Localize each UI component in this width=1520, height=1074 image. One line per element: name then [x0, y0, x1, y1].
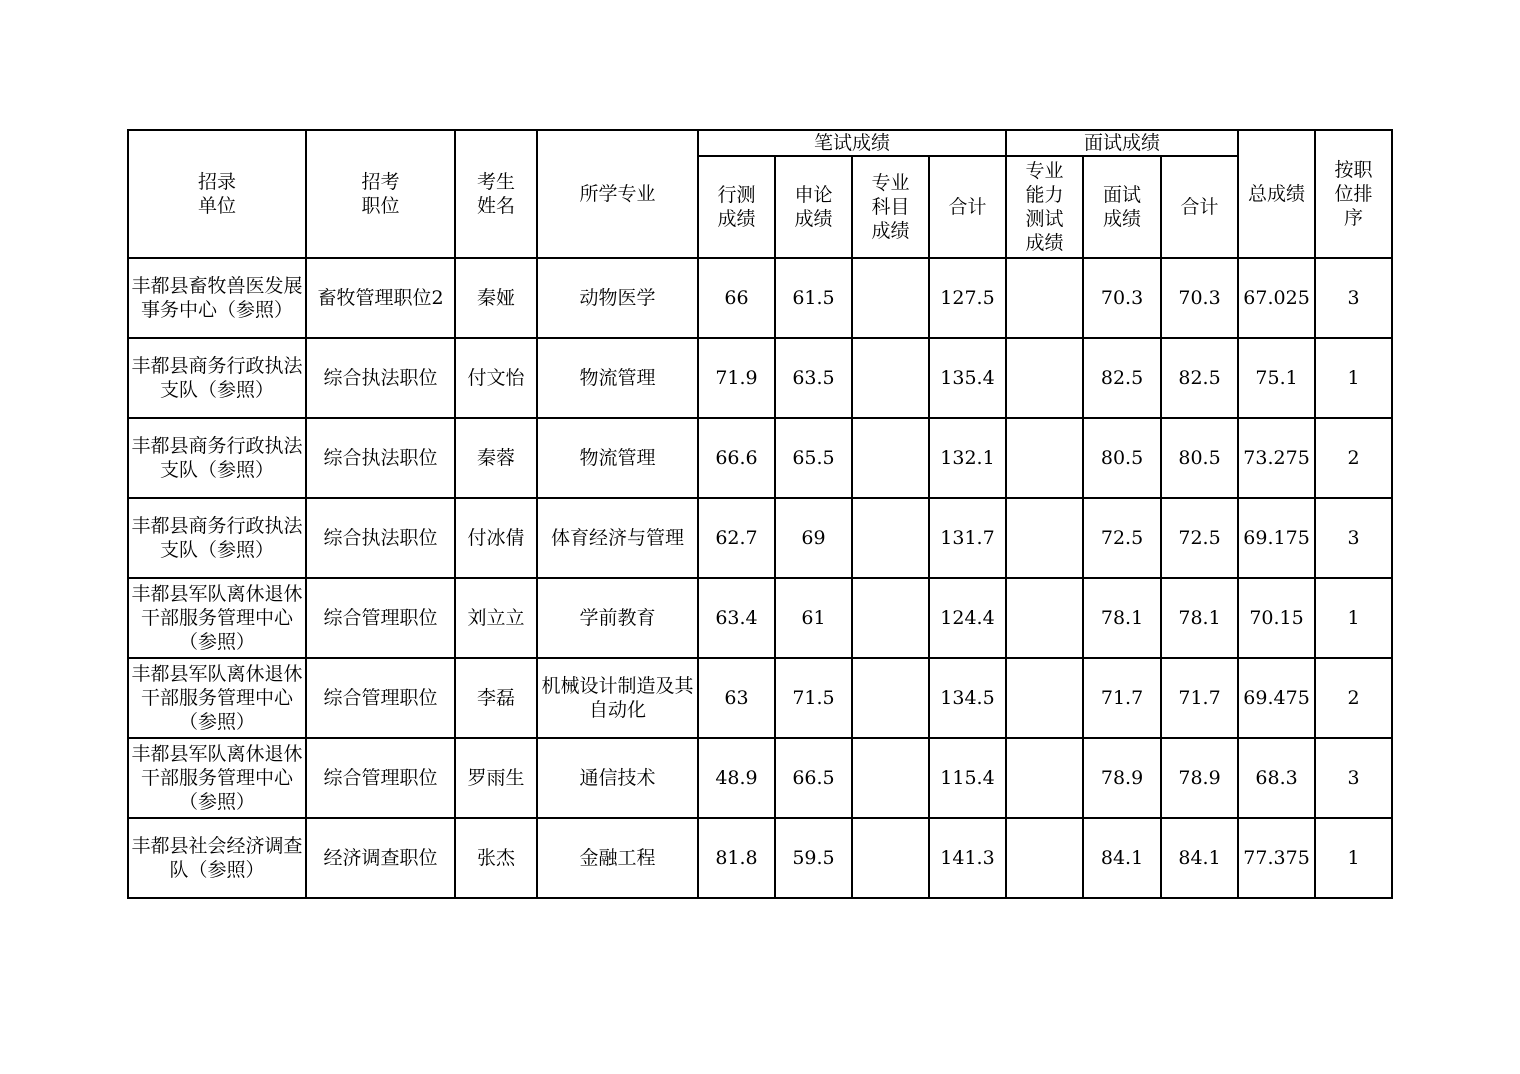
cell-xingce: 62.7 [698, 498, 775, 578]
cell-position: 综合管理职位 [306, 658, 455, 738]
header-interview-total: 合计 [1161, 156, 1238, 258]
cell-written-total: 135.4 [929, 338, 1006, 418]
cell-unit: 丰都县商务行政执法支队（参照） [128, 498, 306, 578]
cell-name: 张杰 [455, 818, 537, 898]
cell-interview-total: 82.5 [1161, 338, 1238, 418]
table-row [128, 578, 1392, 658]
cell-major: 物流管理 [537, 338, 698, 418]
cell-unit: 丰都县商务行政执法支队（参照） [128, 418, 306, 498]
cell-rank: 2 [1315, 658, 1392, 738]
table-row [128, 338, 1392, 418]
cell-major: 物流管理 [537, 418, 698, 498]
cell-written-total: 132.1 [929, 418, 1006, 498]
cell-interview-total: 78.9 [1161, 738, 1238, 818]
cell-subject [852, 738, 929, 818]
cell-shenlun: 69 [775, 498, 852, 578]
header-unit: 招录 单位 [128, 130, 306, 258]
header-rank: 按职 位排 序 [1315, 130, 1392, 258]
cell-interview-total: 80.5 [1161, 418, 1238, 498]
cell-name: 付冰倩 [455, 498, 537, 578]
cell-position: 综合执法职位 [306, 498, 455, 578]
cell-major: 动物医学 [537, 258, 698, 338]
table-row [128, 738, 1392, 818]
header-shenlun: 申论 成绩 [775, 156, 852, 258]
cell-rank: 1 [1315, 818, 1392, 898]
cell-xingce: 71.9 [698, 338, 775, 418]
header-total: 总成绩 [1238, 130, 1315, 258]
cell-subject [852, 658, 929, 738]
cell-ability [1006, 338, 1083, 418]
cell-total: 68.3 [1238, 738, 1315, 818]
header-name: 考生 姓名 [455, 130, 537, 258]
cell-shenlun: 59.5 [775, 818, 852, 898]
header-xingce: 行测 成绩 [698, 156, 775, 258]
cell-total: 75.1 [1238, 338, 1315, 418]
cell-xingce: 81.8 [698, 818, 775, 898]
cell-subject [852, 338, 929, 418]
cell-total: 69.475 [1238, 658, 1315, 738]
score-table [127, 129, 1393, 899]
cell-interview-total: 78.1 [1161, 578, 1238, 658]
cell-rank: 1 [1315, 338, 1392, 418]
cell-major: 金融工程 [537, 818, 698, 898]
header-written-total: 合计 [929, 156, 1006, 258]
cell-ability [1006, 258, 1083, 338]
cell-shenlun: 65.5 [775, 418, 852, 498]
cell-ability [1006, 658, 1083, 738]
cell-major: 机械设计制造及其自动化 [537, 658, 698, 738]
table-row [128, 818, 1392, 898]
cell-total: 73.275 [1238, 418, 1315, 498]
cell-unit: 丰都县军队离休退休干部服务管理中心（参照） [128, 578, 306, 658]
cell-ability [1006, 818, 1083, 898]
cell-major: 通信技术 [537, 738, 698, 818]
cell-ability [1006, 578, 1083, 658]
cell-subject [852, 498, 929, 578]
cell-ability [1006, 738, 1083, 818]
cell-shenlun: 71.5 [775, 658, 852, 738]
cell-name: 李磊 [455, 658, 537, 738]
cell-interview: 70.3 [1083, 258, 1161, 338]
cell-rank: 3 [1315, 738, 1392, 818]
cell-name: 秦蓉 [455, 418, 537, 498]
cell-xingce: 48.9 [698, 738, 775, 818]
cell-xingce: 66.6 [698, 418, 775, 498]
cell-rank: 3 [1315, 498, 1392, 578]
cell-interview-total: 72.5 [1161, 498, 1238, 578]
cell-subject [852, 578, 929, 658]
cell-interview-total: 71.7 [1161, 658, 1238, 738]
cell-position: 综合管理职位 [306, 578, 455, 658]
cell-name: 秦娅 [455, 258, 537, 338]
header-ability: 专业 能力 测试 成绩 [1006, 156, 1083, 258]
cell-subject [852, 418, 929, 498]
cell-interview: 80.5 [1083, 418, 1161, 498]
cell-name: 付文怡 [455, 338, 537, 418]
cell-written-total: 115.4 [929, 738, 1006, 818]
cell-interview-total: 70.3 [1161, 258, 1238, 338]
cell-xingce: 66 [698, 258, 775, 338]
cell-position: 经济调查职位 [306, 818, 455, 898]
cell-unit: 丰都县军队离休退休干部服务管理中心（参照） [128, 658, 306, 738]
cell-unit: 丰都县军队离休退休干部服务管理中心（参照） [128, 738, 306, 818]
cell-shenlun: 61 [775, 578, 852, 658]
cell-interview: 72.5 [1083, 498, 1161, 578]
cell-rank: 3 [1315, 258, 1392, 338]
cell-name: 罗雨生 [455, 738, 537, 818]
cell-interview: 84.1 [1083, 818, 1161, 898]
cell-total: 70.15 [1238, 578, 1315, 658]
header-subject: 专业 科目 成绩 [852, 156, 929, 258]
cell-written-total: 127.5 [929, 258, 1006, 338]
cell-written-total: 124.4 [929, 578, 1006, 658]
header-position: 招考 职位 [306, 130, 455, 258]
cell-unit: 丰都县畜牧兽医发展事务中心（参照） [128, 258, 306, 338]
cell-interview-total: 84.1 [1161, 818, 1238, 898]
cell-unit: 丰都县商务行政执法支队（参照） [128, 338, 306, 418]
cell-position: 综合管理职位 [306, 738, 455, 818]
cell-major: 学前教育 [537, 578, 698, 658]
cell-interview: 71.7 [1083, 658, 1161, 738]
cell-written-total: 141.3 [929, 818, 1006, 898]
cell-shenlun: 66.5 [775, 738, 852, 818]
table-row [128, 418, 1392, 498]
header-interview: 面试 成绩 [1083, 156, 1161, 258]
cell-position: 畜牧管理职位2 [306, 258, 455, 338]
header-written-group: 笔试成绩 [698, 130, 1006, 156]
cell-ability [1006, 418, 1083, 498]
cell-position: 综合执法职位 [306, 338, 455, 418]
cell-interview: 78.9 [1083, 738, 1161, 818]
cell-xingce: 63 [698, 658, 775, 738]
cell-shenlun: 61.5 [775, 258, 852, 338]
table-row [128, 258, 1392, 338]
cell-written-total: 134.5 [929, 658, 1006, 738]
cell-major: 体育经济与管理 [537, 498, 698, 578]
table-row [128, 498, 1392, 578]
cell-interview: 82.5 [1083, 338, 1161, 418]
cell-interview: 78.1 [1083, 578, 1161, 658]
cell-shenlun: 63.5 [775, 338, 852, 418]
cell-name: 刘立立 [455, 578, 537, 658]
table-row [128, 658, 1392, 738]
cell-unit: 丰都县社会经济调查队（参照） [128, 818, 306, 898]
cell-rank: 1 [1315, 578, 1392, 658]
header-interview-group: 面试成绩 [1006, 130, 1238, 156]
cell-subject [852, 818, 929, 898]
cell-ability [1006, 498, 1083, 578]
cell-xingce: 63.4 [698, 578, 775, 658]
cell-written-total: 131.7 [929, 498, 1006, 578]
cell-total: 77.375 [1238, 818, 1315, 898]
cell-total: 69.175 [1238, 498, 1315, 578]
cell-subject [852, 258, 929, 338]
cell-position: 综合执法职位 [306, 418, 455, 498]
cell-rank: 2 [1315, 418, 1392, 498]
header-major: 所学专业 [537, 130, 698, 258]
cell-total: 67.025 [1238, 258, 1315, 338]
